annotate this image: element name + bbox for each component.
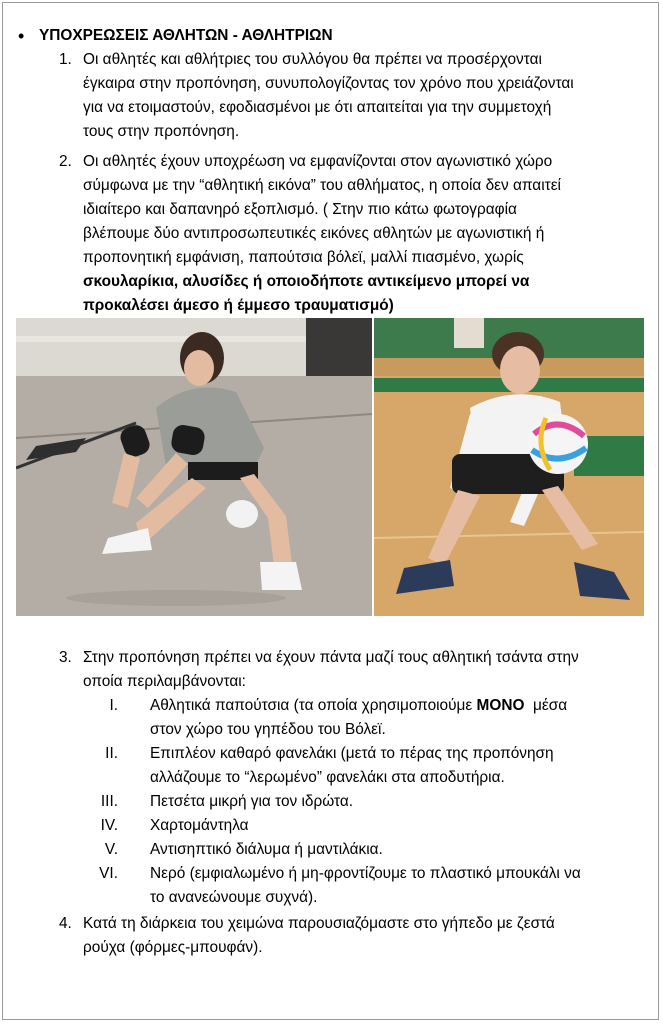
subitem-line: Χαρτομάντηλα — [150, 817, 249, 834]
page-heading: ΥΠΟΧΡΕΩΣΕΙΣ ΑΘΛΗΤΩΝ - ΑΘΛΗΤΡΙΩΝ — [39, 27, 333, 44]
item-4-line: ρούχα (φόρμες-μπουφάν). — [83, 939, 263, 956]
item-3-line: Στην προπόνηση πρέπει να έχουν πάντα μαζί τους αθλητική τσάντα στην — [83, 649, 579, 666]
subitem-line: Νερό (εμφιαλωμένο ή μη-φροντίζουμε το πλαστικό μπουκάλι να — [150, 865, 581, 882]
subitem-number: III. — [100, 793, 118, 810]
item-2-line: σύμφωνα με την “αθλητική εικόνα” του αθλήματος, η οποία δεν απαιτεί — [83, 177, 561, 194]
subitem-number: I. — [109, 697, 118, 714]
item-3-line: οποία περιλαμβάνονται: — [83, 673, 246, 690]
item-2-line: ιδιαίτερο και δαπανηρό εξοπλισμό. ( Στην πιο κάτω φωτογραφία — [83, 201, 517, 218]
photo-girl-volleyball-stance — [16, 318, 372, 616]
item-2-line: Οι αθλητές έχουν υποχρέωση να εμφανίζονται στον αγωνιστικό χώρο — [83, 153, 553, 170]
subitem-line: αλλάζουμε το “λερωμένο” φανελάκι στα αποδυτήρια. — [150, 769, 505, 786]
item-1-line: για να ετοιμαστούν, εφοδιασμένοι με ότι απαιτείται για την συμμετοχή — [83, 99, 552, 116]
item-4-line: Κατά τη διάρκεια του χειμώνα παρουσιαζόμαστε στο γήπεδο με ζεστά — [83, 915, 555, 932]
item-3-number: 3. — [59, 649, 72, 666]
item-1-line: τους στην προπόνηση. — [83, 123, 240, 140]
subitem-line: Αθλητικά παπούτσια (τα οποία χρησιμοποιούμε ΜΟΝΟ μέσα — [150, 697, 568, 714]
subitem-number: IV. — [100, 817, 118, 834]
item-2-number: 2. — [59, 153, 72, 170]
item-2-bold-line: σκουλαρίκια, αλυσίδες ή οποιοδήποτε αντικείμενο μπορεί να — [83, 273, 530, 290]
item-4-number: 4. — [59, 915, 72, 932]
subitem-line: Πετσέτα μικρή για τον ιδρώτα. — [150, 793, 354, 810]
item-1-number: 1. — [59, 51, 72, 68]
subitem-line: το ανανεώνουμε συχνά). — [150, 889, 318, 906]
subitem-number: V. — [104, 841, 118, 858]
subitem-number: II. — [105, 745, 118, 762]
item-1-line: Οι αθλητές και αθλήτριες του συλλόγου θα πρέπει να προσέρχονται — [83, 51, 542, 68]
subitem-number: VI. — [99, 865, 118, 882]
bullet-icon: • — [18, 26, 25, 46]
item-2-line: βλέπουμε δύο αντιπροσωπευτικές εικόνες αθλητών με αγωνιστική ή — [83, 225, 545, 242]
photo-boy-volleyball-pass — [374, 318, 644, 616]
item-2-line: προπονητική εμφάνιση, παπούτσια βόλεϊ, μαλλί πιασμένο, χωρίς — [83, 249, 524, 266]
subitem-line: Αντισηπτικό διάλυμα ή μαντιλάκια. — [150, 841, 383, 858]
item-1-line: έγκαιρα στην προπόνηση, συνυπολογίζοντας τον χρόνο που χρειάζονται — [83, 75, 574, 92]
subitem-line: Επιπλέον καθαρό φανελάκι (μετά το πέρας της προπόνηση — [150, 745, 554, 762]
subitem-line: στον χώρο του γηπέδου του Βόλεϊ. — [150, 721, 386, 738]
item-2-bold-line: προκαλέσει άμεσο ή έμμεσο τραυματισμό) — [83, 297, 394, 314]
